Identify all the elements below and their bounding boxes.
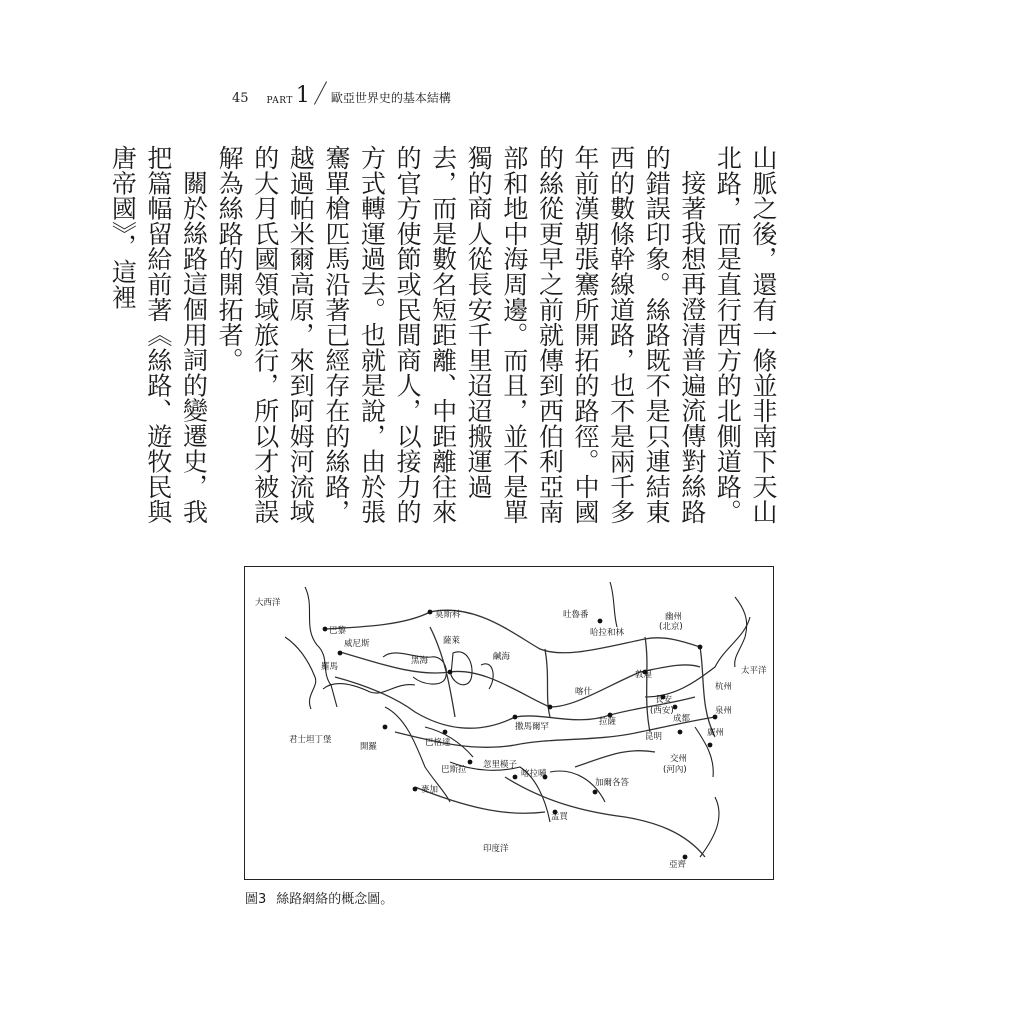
label-karachi: 喀拉嗹: [521, 769, 547, 779]
paragraph: 關於絲路這個用詞的變遷史，我把篇幅留給前著《絲路、遊牧民與唐帝國》，這裡: [108, 145, 209, 525]
label-samarkand: 撒馬爾罕: [515, 722, 550, 732]
label-hanoi: (河內): [663, 765, 687, 775]
label-bombay: 孟買: [551, 812, 569, 822]
label-hormuz: 忽里模子: [483, 760, 518, 770]
label-black-sea: 黑海: [411, 656, 429, 666]
paragraph: 山脈之後，還有一條並非南下天山北路，而是直行西方的北側道路。: [713, 145, 778, 525]
map-svg: [245, 567, 772, 878]
label-rome: 羅馬: [321, 662, 339, 672]
label-constantinople: 君士坦丁堡: [289, 735, 332, 745]
label-mecca: 麥加: [421, 785, 439, 795]
label-atlantic: 大西洋: [255, 598, 281, 608]
label-jiaozhou: 交州: [670, 754, 688, 764]
label-calcutta: 加爾各答: [595, 778, 630, 788]
label-cairo: 開羅: [360, 742, 378, 752]
label-youzhou: 幽州: [665, 612, 683, 622]
label-pacific: 太平洋: [741, 666, 767, 676]
figure-caption-text: 絲路網絡的概念圖。: [276, 892, 394, 907]
label-dunhuang: 敦煌: [635, 670, 653, 680]
figure-caption: [245, 888, 393, 907]
label-sarai: 薩萊: [443, 636, 461, 646]
label-guangzhou: 廣州: [707, 728, 725, 738]
label-basra: 巴斯拉: [441, 765, 467, 775]
label-karakorum: 哈拉和林: [590, 628, 625, 638]
body-text: [108, 145, 781, 545]
label-venice: 威尼斯: [344, 639, 370, 649]
label-indian-ocean: 印度洋: [483, 844, 509, 854]
label-chengdu: 成都: [673, 714, 691, 724]
label-moscow: 莫斯科: [435, 610, 461, 620]
part-label: PART: [266, 96, 293, 106]
label-kunming: 昆明: [645, 732, 663, 742]
label-quanzhou: 泉州: [715, 706, 733, 716]
label-turfan: 吐魯番: [563, 610, 589, 620]
label-kashgar: 喀什: [575, 687, 593, 697]
label-changan: 長安: [655, 695, 673, 705]
label-xian: (西安): [650, 706, 674, 716]
map-labels: [255, 597, 767, 870]
label-lhasa: 拉薩: [599, 717, 617, 727]
part-number: 1: [295, 83, 310, 108]
label-paris: 巴黎: [329, 626, 347, 636]
page-number: 45: [232, 91, 249, 106]
silk-road-map: [244, 566, 774, 880]
label-caspian: 鹹海: [493, 652, 511, 662]
paragraph: 接著我想再澄清普遍流傳對絲路的錯誤印象。絲路既不是只連結東西的數條幹線道路，也不是兩千多年前漢朝張騫所開拓的路徑。中國的絲從更早之前就傳到西伯利亞南部和地中海周邊。而且，並不是單獨的商人從長安千里迢迢搬運過去，而是數名短距離、中距離往來的官方使節或民間商人，以接力的方式轉運過去。也就是說，由於張騫單槍匹馬沿著已經存在的絲路，越過帕米爾高原，來到阿姆河流域的大月氏國領域旅行，所以才被誤解為絲路的開拓者。: [215, 145, 707, 525]
header-divider: [314, 81, 327, 104]
figure-number: 圖3: [245, 892, 267, 907]
label-beijing: (北京): [659, 622, 683, 632]
page-header: [232, 82, 451, 106]
label-hangzhou: 杭州: [715, 682, 733, 692]
label-baghdad: 巴格達: [425, 738, 451, 748]
chapter-title: 歐亞世界史的基本結構: [330, 91, 451, 105]
label-aceh: 亞齊: [669, 860, 687, 870]
